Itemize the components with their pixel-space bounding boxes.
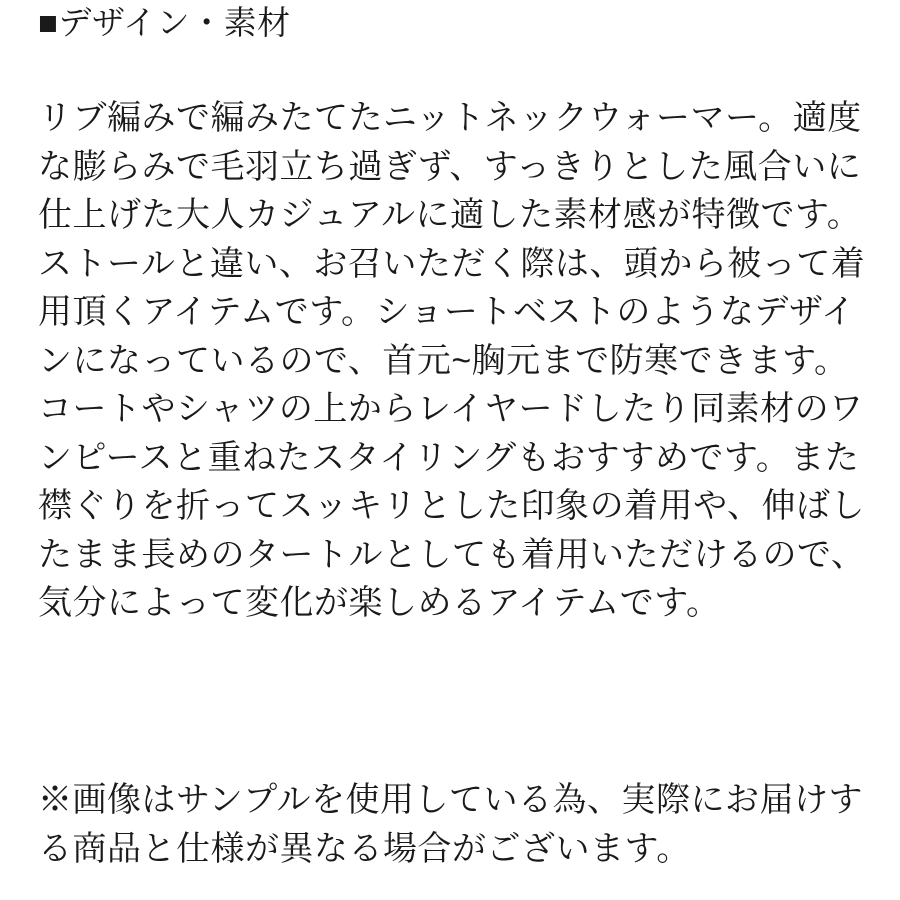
description-line: たまま長めのタートルとしても着用いただけるので、 bbox=[38, 535, 866, 574]
description-line: ンピースと重ねたスタイリングもおすすめです。また bbox=[38, 438, 860, 477]
description-line: 仕上げた大人カジュアルに適した素材感が特徴です。 bbox=[38, 196, 862, 234]
description-line: ンになっているので、首元~胸元まで防寒できます。 bbox=[38, 341, 849, 380]
description-line: な膨らみで毛羽立ち過ぎず、すっきりとした風合いに bbox=[38, 147, 862, 186]
disclaimer-line: る商品と仕様が異なる場合がございます。 bbox=[38, 829, 691, 868]
description-paragraph bbox=[38, 94, 880, 628]
sample-disclaimer-note bbox=[38, 776, 880, 873]
section-heading-design-material: ■デザイン・素材 bbox=[38, 4, 291, 41]
description-line: リブ編みで編みたてたニットネックウォーマー。適度 bbox=[38, 99, 862, 137]
description-line: ストールと違い、お召いただく際は、頭から被って着 bbox=[38, 244, 866, 283]
description-line: 用頂くアイテムです。ショートベストのようなデザイ bbox=[38, 293, 856, 331]
description-line: 襟ぐりを折ってスッキリとした印象の着用や、伸ばし bbox=[38, 487, 865, 525]
description-line: 気分によって変化が楽しめるアイテムです。 bbox=[38, 584, 721, 622]
description-line: コートやシャツの上からレイヤードしたり同素材のワ bbox=[38, 390, 864, 428]
disclaimer-line: ※画像はサンプルを使用している為、実際にお届けす bbox=[38, 781, 863, 819]
